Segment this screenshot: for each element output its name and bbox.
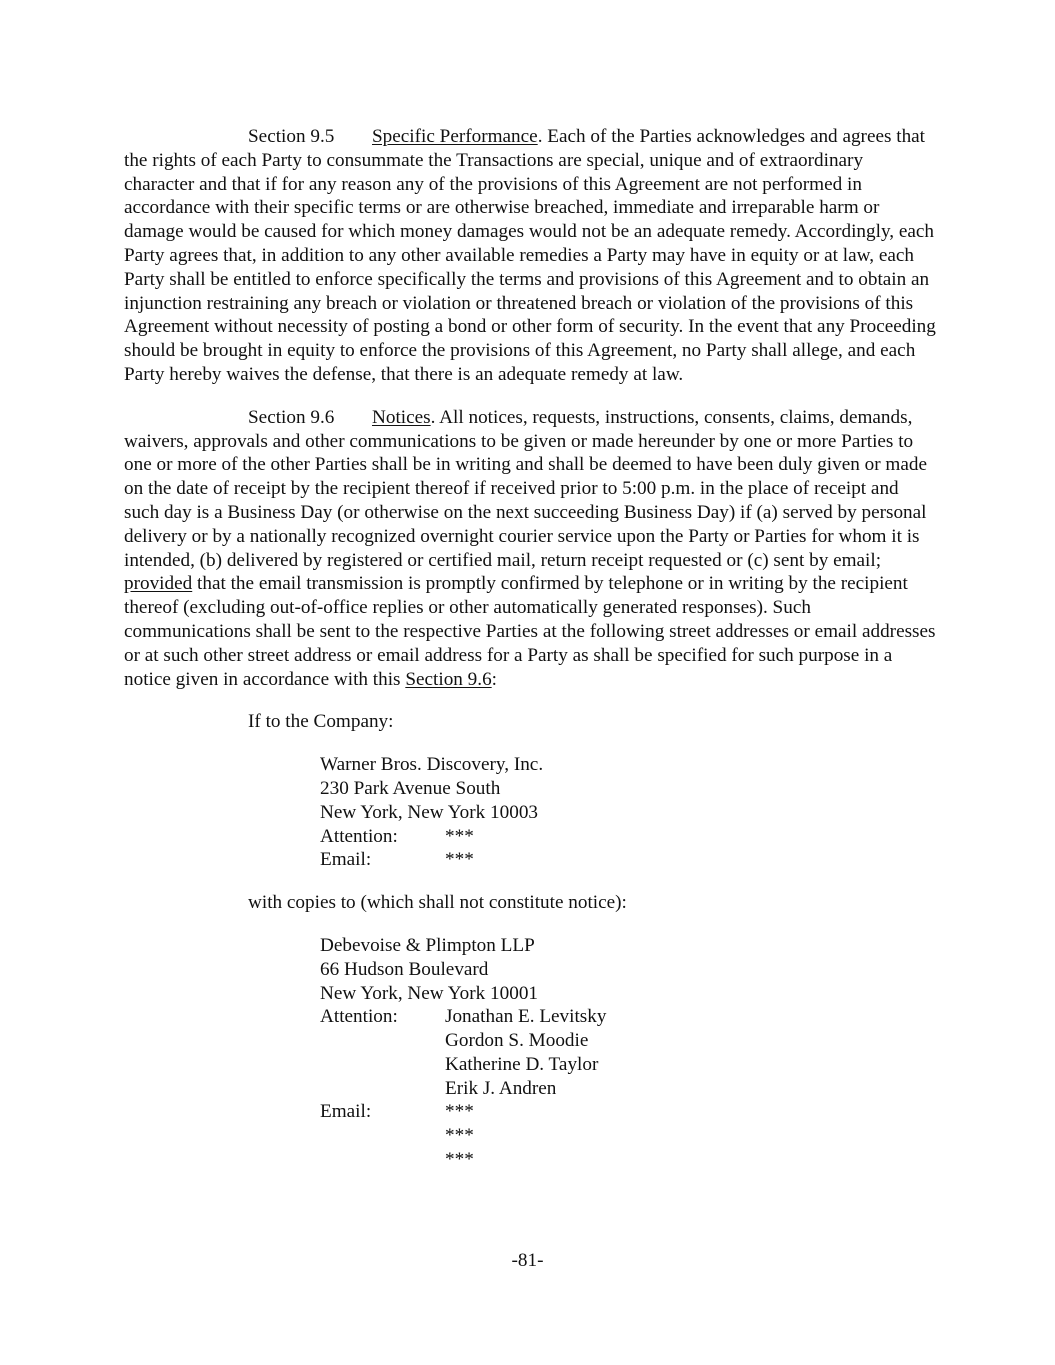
attention-label: Attention: — [320, 1006, 398, 1028]
email-value: *** — [445, 1125, 474, 1147]
provided-term: provided — [124, 573, 193, 595]
section-heading: Notices — [372, 406, 431, 428]
address-line: Warner Bros. Discovery, Inc. — [320, 754, 544, 776]
address-line: 66 Hudson Boulevard — [320, 958, 489, 980]
attention-value: Gordon S. Moodie — [445, 1030, 589, 1052]
section-reference: Section 9.6 — [405, 668, 492, 690]
copies-notice-lead: with copies to (which shall not constitute notice): — [248, 892, 627, 914]
email-label: Email: — [320, 849, 372, 871]
email-value: *** — [445, 1149, 474, 1171]
section-text: : — [491, 668, 498, 690]
address-line: New York, New York 10001 — [320, 982, 539, 1004]
attention-label: Attention: — [320, 825, 398, 847]
section-heading: Specific Performance — [372, 126, 538, 147]
attention-row — [320, 825, 936, 849]
company-address-block — [124, 753, 936, 872]
company-notice-lead: If to the Company: — [248, 711, 394, 733]
address-line: 230 Park Avenue South — [320, 777, 501, 799]
address-line: New York, New York 10003 — [320, 801, 539, 823]
email-row — [320, 1100, 936, 1171]
page-number: -81- — [511, 1250, 544, 1271]
attention-value: *** — [445, 825, 474, 847]
section-9-5 — [124, 125, 936, 387]
section-text: . All notices, requests, instructions, consents, claims, demands, waivers, approvals and other communications to be given or made hereunder by one or more Parties to one or more of the other Parties shall be in writing and shall be deemed to have been duly given or made on the date of receipt by the recipient thereof if received prior to 5:00 p.m. in the place of receipt and such day is a Business Day (or otherwise on the next succeeding Business Day) if (a) served by personal delivery or by a nationally recognized overnight courier service upon the Party or Parties for whom it is intended, (b) delivered by registered or certified mail, return receipt requested or (c) sent by email; — [124, 406, 927, 571]
page-body — [124, 125, 936, 1191]
email-value: *** — [445, 849, 474, 871]
attention-value: Erik J. Andren — [445, 1077, 557, 1099]
section-number: Section 9.6 — [248, 406, 335, 428]
section-9-6 — [124, 406, 936, 692]
attention-value: Jonathan E. Levitsky — [445, 1006, 607, 1028]
address-line: Debevoise & Plimpton LLP — [320, 934, 535, 956]
email-label: Email: — [320, 1101, 372, 1123]
section-text: that the email transmission is promptly confirmed by telephone or in writing by the recipient thereof (excluding out-of-office replies or other automatically generated responses). Such communications shall be sent to the respective Parties at the following street addresses or email addresses or at such other street address or email address for a Party as shall be specified for such purpose in a notice given in accordance with this — [124, 573, 936, 690]
attention-row — [320, 1005, 936, 1100]
copies-address-block — [124, 934, 936, 1172]
email-row — [320, 848, 936, 872]
section-text: . Each of the Parties acknowledges and agrees that the rights of each Party to consummate the Transactions are special, unique and of extraordinary character and that if for any reason any of the provisions of this Agreement are not performed in accordance with their specific terms or are otherwise breached, immediate and irreparable harm or damage would be caused for which money damages would not be an adequate remedy. Accordingly, each Party agrees that, in addition to any other available remedies a Party may have in equity or at law, each Party shall be entitled to enforce specifically the terms and provisions of this Agreement and to obtain an injunction restraining any breach or violation or threatened breach or violation of the provisions of this Agreement without necessity of posting a bond or other form of security. In the event that any Proceeding should be brought in equity to enforce the provisions of this Agreement, no Party shall allege, and each Party hereby waives the defense, that there is an adequate remedy at law. — [124, 126, 936, 385]
email-value: *** — [445, 1101, 474, 1123]
section-number: Section 9.5 — [248, 126, 335, 147]
attention-value: Katherine D. Taylor — [445, 1053, 599, 1075]
